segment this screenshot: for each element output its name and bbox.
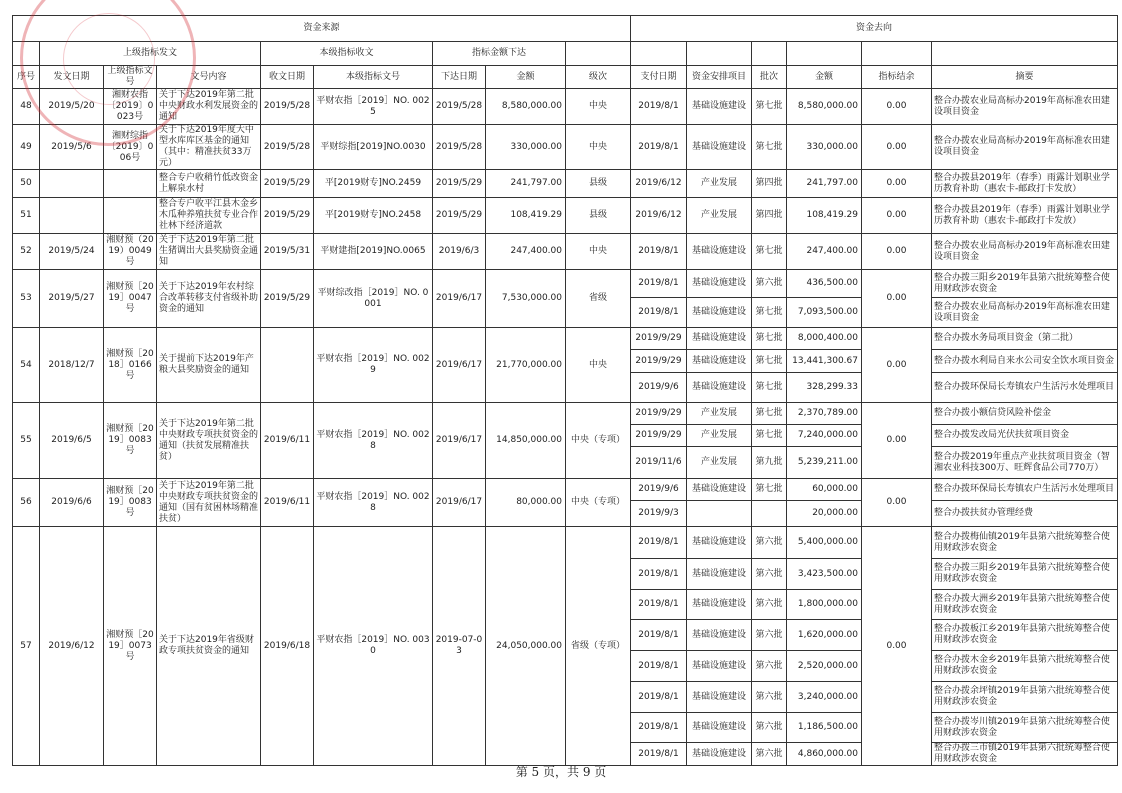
recv-date-cell: 2019/5/29 [261, 198, 314, 234]
batch-cell: 第七批 [752, 328, 787, 350]
local-receipt-header: 本级指标收文 [261, 42, 433, 66]
recv-date-cell: 2019/5/29 [261, 270, 314, 328]
amount-cell: 80,000.00 [486, 479, 566, 527]
seq-cell: 54 [13, 328, 40, 403]
pay-date-cell: 2019/8/1 [631, 620, 687, 651]
batch-cell: 第六批 [752, 713, 787, 743]
superior-doc-no-cell: 湘财预［2018］0166号 [104, 328, 157, 403]
superior-doc-no-cell [104, 198, 157, 234]
seq-cell: 56 [13, 479, 40, 527]
pay-amount-cell: 7,240,000.00 [787, 425, 862, 447]
superior-doc-no-cell: 湘财预［2019］0047号 [104, 270, 157, 328]
level-cell: 省级 [566, 270, 631, 328]
pay-amount-cell: 4,860,000.00 [787, 743, 862, 766]
summary-cell: 整合办拨县2019年（春季）雨露计划职业学历教育补助（惠农卡-邮政打卡发放） [932, 198, 1118, 234]
seq-cell: 49 [13, 125, 40, 170]
local-doc-no-cell: 平财综指[2019]NO.0030 [314, 125, 433, 170]
summary-cell: 整合办拨水利局自来水公司安全饮水项目资金 [932, 350, 1118, 373]
pay-date-cell: 2019/8/1 [631, 234, 687, 270]
project-cell: 基础设施建设 [687, 89, 752, 125]
summary-cell: 整合办拨农业局高标办2019年高标准农田建设项目资金 [932, 125, 1118, 170]
amount-cell: 14,850,000.00 [486, 403, 566, 479]
level-cell: 县级 [566, 170, 631, 198]
balance-cell: 0.00 [862, 170, 932, 198]
pay-amount-cell: 2,520,000.00 [787, 651, 862, 682]
level-cell: 中央（专项） [566, 479, 631, 527]
summary-cell: 整合办拨环保局长寿镇农户生活污水处理项目 [932, 373, 1118, 403]
down-date-cell: 2019/6/17 [433, 270, 486, 328]
project-cell: 产业发展 [687, 198, 752, 234]
issue-date-cell: 2019/5/24 [40, 234, 104, 270]
down-date-cell: 2019/6/17 [433, 479, 486, 527]
summary-cell: 整合办拨三阳乡2019年县第六批统筹整合使用财政涉农资金 [932, 270, 1118, 298]
level-cell: 中央（专项） [566, 403, 631, 479]
issue-date-cell: 2019/6/5 [40, 403, 104, 479]
pay-amount-cell: 3,423,500.00 [787, 559, 862, 590]
table-row [13, 527, 1118, 559]
project-cell: 基础设施建设 [687, 234, 752, 270]
summary-cell: 整合办拨梅仙镇2019年县第六批统筹整合使用财政涉农资金 [932, 527, 1118, 559]
project-cell [687, 501, 752, 527]
seq-cell: 51 [13, 198, 40, 234]
balance-cell: 0.00 [862, 234, 932, 270]
pay-date-cell: 2019/9/6 [631, 479, 687, 501]
batch-cell: 第六批 [752, 559, 787, 590]
project-cell: 基础设施建设 [687, 713, 752, 743]
seq-cell: 57 [13, 527, 40, 766]
pay-amount-cell: 247,400.00 [787, 234, 862, 270]
project-cell: 产业发展 [687, 425, 752, 447]
local-doc-no-cell: 平财农指［2019］NO. 0028 [314, 403, 433, 479]
pay-amount-cell: 436,500.00 [787, 270, 862, 298]
seq-cell: 53 [13, 270, 40, 328]
amount-cell: 24,050,000.00 [486, 527, 566, 766]
batch-cell: 第七批 [752, 234, 787, 270]
local-doc-no-cell: 平财建指[2019]NO.0065 [314, 234, 433, 270]
project-cell: 基础设施建设 [687, 682, 752, 713]
table-row [13, 234, 1118, 270]
down-date-cell: 2019/5/29 [433, 170, 486, 198]
seq-cell: 48 [13, 89, 40, 125]
local-doc-no-cell: 平财综改指［2019］NO. 0001 [314, 270, 433, 328]
summary-cell: 整合办拨县2019年（春季）雨露计划职业学历教育补助（惠农卡-邮政打卡发放） [932, 170, 1118, 198]
pay-date-cell: 2019/8/1 [631, 270, 687, 298]
table-row [13, 270, 1118, 298]
table-row [13, 170, 1118, 198]
superior-doc-no-cell: 湘财农指〔2019〕0023号 [104, 89, 157, 125]
recv-date-cell: 2019/5/29 [261, 170, 314, 198]
pay-date-cell: 2019/8/1 [631, 682, 687, 713]
pay-date-cell: 2019/8/1 [631, 125, 687, 170]
amount-cell: 108,419.29 [486, 198, 566, 234]
issue-date-cell: 2019/6/12 [40, 527, 104, 766]
down-date-cell: 2019/6/17 [433, 403, 486, 479]
summary-cell: 整合办拨大洲乡2019年县第六批统筹整合使用财政涉农资金 [932, 590, 1118, 620]
recv-date-cell: 2019/6/11 [261, 479, 314, 527]
pay-amount-cell: 2,370,789.00 [787, 403, 862, 425]
pay-amount-cell: 328,299.33 [787, 373, 862, 403]
summary-cell: 整合办拨发改局光伏扶贫项目资金 [932, 425, 1118, 447]
summary-cell: 整合办拨余坪镇2019年县第六批统筹整合使用财政涉农资金 [932, 682, 1118, 713]
pay-date-cell: 2019/8/1 [631, 298, 687, 328]
batch-cell: 第七批 [752, 403, 787, 425]
superior-doc-no-cell: 湘财预（2019）0049号 [104, 234, 157, 270]
superior-doc-no-cell [104, 170, 157, 198]
col-superior-doc-no: 上级指标文号 [104, 66, 157, 89]
batch-cell: 第七批 [752, 89, 787, 125]
project-cell: 基础设施建设 [687, 651, 752, 682]
level-cell: 中央 [566, 328, 631, 403]
level-cell: 中央 [566, 234, 631, 270]
seq-cell: 50 [13, 170, 40, 198]
pay-amount-cell: 1,186,500.00 [787, 713, 862, 743]
amount-cell: 7,530,000.00 [486, 270, 566, 328]
table-row [13, 89, 1118, 125]
amount-cell: 330,000.00 [486, 125, 566, 170]
project-cell: 基础设施建设 [687, 559, 752, 590]
header-row-1 [13, 16, 1118, 42]
amount-cell: 241,797.00 [486, 170, 566, 198]
column-header-row [13, 66, 1118, 89]
level-cell: 县级 [566, 198, 631, 234]
batch-cell: 第七批 [752, 350, 787, 373]
project-cell: 产业发展 [687, 447, 752, 479]
down-date-cell: 2019/6/3 [433, 234, 486, 270]
batch-cell: 第六批 [752, 270, 787, 298]
recv-date-cell: 2019/6/11 [261, 403, 314, 479]
down-date-cell: 2019/5/28 [433, 89, 486, 125]
batch-cell [752, 501, 787, 527]
level-cell: 中央 [566, 125, 631, 170]
project-cell: 基础设施建设 [687, 270, 752, 298]
table-row [13, 479, 1118, 501]
summary-cell: 整合办拨三阳乡2019年县第六批统筹整合使用财政涉农资金 [932, 559, 1118, 590]
doc-content-cell: 关于下达2019年第二批中央财政专项扶贫资金的通知（扶贫发展精准扶贫） [157, 403, 261, 479]
doc-content-cell: 整合专户收平江县木金乡木瓜种养殖扶贫专业合作社林下经济道款 [157, 198, 261, 234]
summary-cell: 整合办拨农业局高标办2019年高标准农田建设项目资金 [932, 298, 1118, 328]
balance-cell: 0.00 [862, 89, 932, 125]
down-date-cell: 2019/6/17 [433, 328, 486, 403]
pay-date-cell: 2019/8/1 [631, 559, 687, 590]
level-cell: 中央 [566, 89, 631, 125]
pay-date-cell: 2019/6/12 [631, 198, 687, 234]
balance-cell: 0.00 [862, 479, 932, 527]
col-issue-date: 发文日期 [40, 66, 104, 89]
batch-cell: 第六批 [752, 651, 787, 682]
balance-cell: 0.00 [862, 403, 932, 479]
recv-date-cell: 2019/6/18 [261, 527, 314, 766]
summary-cell: 整合办拨木金乡2019年县第六批统筹整合使用财政涉农资金 [932, 651, 1118, 682]
pay-date-cell: 2019/9/29 [631, 403, 687, 425]
col-batch: 批次 [752, 66, 787, 89]
superior-doc-no-cell: 湘财预［2019］0083号 [104, 479, 157, 527]
funding-source-header: 资金来源 [13, 16, 631, 42]
batch-cell: 第四批 [752, 198, 787, 234]
summary-cell: 整合办拨水务局项目资金（第二批） [932, 328, 1118, 350]
pay-amount-cell: 1,620,000.00 [787, 620, 862, 651]
amount-cell: 247,400.00 [486, 234, 566, 270]
pay-amount-cell: 330,000.00 [787, 125, 862, 170]
summary-cell: 整合办拨农业局高标办2019年高标准农田建设项目资金 [932, 89, 1118, 125]
project-cell: 基础设施建设 [687, 373, 752, 403]
doc-content-cell: 关于下达2019年度大中型水库库区基金的通知（其中：精准扶贫33万元） [157, 125, 261, 170]
pay-date-cell: 2019/8/1 [631, 651, 687, 682]
project-cell: 基础设施建设 [687, 125, 752, 170]
col-summary: 摘要 [932, 66, 1118, 89]
col-balance: 指标结余 [862, 66, 932, 89]
balance-cell: 0.00 [862, 328, 932, 403]
pay-amount-cell: 7,093,500.00 [787, 298, 862, 328]
pay-amount-cell: 3,240,000.00 [787, 682, 862, 713]
project-cell: 基础设施建设 [687, 527, 752, 559]
table-row [13, 403, 1118, 425]
superior-issue-header: 上级指标发文 [40, 42, 261, 66]
col-local-doc-no: 本级指标文号 [314, 66, 433, 89]
doc-content-cell: 关于下达2019年第二批中央财政专项扶贫资金的通知（国有贫困林场精准扶贫） [157, 479, 261, 527]
project-cell: 产业发展 [687, 403, 752, 425]
pay-date-cell: 2019/9/6 [631, 373, 687, 403]
pay-amount-cell: 13,441,300.67 [787, 350, 862, 373]
summary-cell: 整合办拨小额信贷风险补偿金 [932, 403, 1118, 425]
pay-date-cell: 2019/9/29 [631, 328, 687, 350]
down-date-cell: 2019-07-03 [433, 527, 486, 766]
pay-date-cell: 2019/9/29 [631, 425, 687, 447]
table-row [13, 198, 1118, 234]
col-down-date: 下达日期 [433, 66, 486, 89]
local-doc-no-cell: 平财农指［2019］NO. 0025 [314, 89, 433, 125]
pay-amount-cell: 5,400,000.00 [787, 527, 862, 559]
pay-amount-cell: 60,000.00 [787, 479, 862, 501]
recv-date-cell: 2019/5/28 [261, 125, 314, 170]
amount-cell: 21,770,000.00 [486, 328, 566, 403]
local-doc-no-cell: 平财农指［2019］NO. 0028 [314, 479, 433, 527]
col-project: 资金安排项目 [687, 66, 752, 89]
project-cell: 基础设施建设 [687, 743, 752, 766]
issue-date-cell: 2019/5/6 [40, 125, 104, 170]
down-date-cell: 2019/5/29 [433, 198, 486, 234]
batch-cell: 第六批 [752, 590, 787, 620]
project-cell: 基础设施建设 [687, 620, 752, 651]
doc-content-cell: 关于下达2019年第二批中央财政水利发展资金的通知 [157, 89, 261, 125]
local-doc-no-cell: 平[2019财专]NO.2458 [314, 198, 433, 234]
seq-cell: 55 [13, 403, 40, 479]
doc-content-cell: 关于下达2019年第二批生猪调出大县奖励资金通知 [157, 234, 261, 270]
project-cell: 基础设施建设 [687, 590, 752, 620]
col-doc-content: 文号内容 [157, 66, 261, 89]
issue-date-cell: 2019/5/27 [40, 270, 104, 328]
recv-date-cell: 2019/5/31 [261, 234, 314, 270]
col-level: 级次 [566, 66, 631, 89]
summary-cell: 整合办拨环保局长寿镇农户生活污水处理项目 [932, 479, 1118, 501]
pay-date-cell: 2019/8/1 [631, 713, 687, 743]
col-seq: 序号 [13, 66, 40, 89]
superior-doc-no-cell: 湘财预［2019］0073号 [104, 527, 157, 766]
summary-cell: 整合办拨扶贫办管理经费 [932, 501, 1118, 527]
summary-cell: 整合办拨岑川镇2019年县第六批统筹整合使用财政涉农资金 [932, 713, 1118, 743]
doc-content-cell: 关于下达2019年省级财政专项扶贫资金的通知 [157, 527, 261, 766]
balance-cell: 0.00 [862, 125, 932, 170]
pay-date-cell: 2019/8/1 [631, 590, 687, 620]
pay-date-cell: 2019/8/1 [631, 527, 687, 559]
batch-cell: 第六批 [752, 743, 787, 766]
pay-date-cell: 2019/6/12 [631, 170, 687, 198]
pay-date-cell: 2019/9/29 [631, 350, 687, 373]
table-row [13, 125, 1118, 170]
summary-cell: 整合办拨农业局高标办2019年高标准农田建设项目资金 [932, 234, 1118, 270]
pay-date-cell: 2019/11/6 [631, 447, 687, 479]
doc-content-cell: 整合专户收稍竹低改资金上解泉水村 [157, 170, 261, 198]
col-recv-date: 收文日期 [261, 66, 314, 89]
col-amount: 金额 [486, 66, 566, 89]
batch-cell: 第七批 [752, 373, 787, 403]
doc-content-cell: 关于下达2019年农村综合改革转移支付省级补助资金的通知 [157, 270, 261, 328]
superior-doc-no-cell: 湘财综指〔2019〕006号 [104, 125, 157, 170]
seq-cell: 52 [13, 234, 40, 270]
recv-date-cell [261, 328, 314, 403]
batch-cell: 第七批 [752, 125, 787, 170]
pay-amount-cell: 1,800,000.00 [787, 590, 862, 620]
pay-amount-cell: 8,000,400.00 [787, 328, 862, 350]
balance-cell: 0.00 [862, 270, 932, 328]
col-pay-date: 支付日期 [631, 66, 687, 89]
funds-table [12, 15, 1118, 766]
recv-date-cell: 2019/5/28 [261, 89, 314, 125]
local-doc-no-cell: 平财农指［2019］NO. 0030 [314, 527, 433, 766]
project-cell: 基础设施建设 [687, 350, 752, 373]
batch-cell: 第六批 [752, 620, 787, 651]
issue-date-cell: 2019/5/20 [40, 89, 104, 125]
batch-cell: 第四批 [752, 170, 787, 198]
level-cell: 省级（专项） [566, 527, 631, 766]
project-cell: 产业发展 [687, 170, 752, 198]
batch-cell: 第六批 [752, 682, 787, 713]
local-doc-no-cell: 平财农指［2019］NO. 0029 [314, 328, 433, 403]
header-row-2 [13, 42, 1118, 66]
batch-cell: 第六批 [752, 527, 787, 559]
batch-cell: 第七批 [752, 425, 787, 447]
project-cell: 基础设施建设 [687, 328, 752, 350]
batch-cell: 第七批 [752, 298, 787, 328]
summary-cell: 整合办拨三市镇2019年县第六批统筹整合使用财政涉农资金 [932, 743, 1118, 766]
summary-cell: 整合办拨2019年重点产业扶贫项目资金（智湘农业科技300万、旺辉食品公司770万） [932, 447, 1118, 479]
doc-content-cell: 关于提前下达2019年产粮大县奖励资金的通知 [157, 328, 261, 403]
down-date-cell: 2019/5/28 [433, 125, 486, 170]
page-footer: 第 5 页，共 9 页 [515, 765, 607, 779]
issue-date-cell [40, 198, 104, 234]
pay-date-cell: 2019/9/3 [631, 501, 687, 527]
pay-amount-cell: 108,419.29 [787, 198, 862, 234]
balance-cell: 0.00 [862, 527, 932, 766]
pay-amount-cell: 8,580,000.00 [787, 89, 862, 125]
pay-date-cell: 2019/8/1 [631, 89, 687, 125]
project-cell: 基础设施建设 [687, 298, 752, 328]
batch-cell: 第九批 [752, 447, 787, 479]
summary-cell: 整合办拨板江乡2019年县第六批统筹整合使用财政涉农资金 [932, 620, 1118, 651]
pay-amount-cell: 241,797.00 [787, 170, 862, 198]
col-pay-amount: 金额 [787, 66, 862, 89]
pay-amount-cell: 5,239,211.00 [787, 447, 862, 479]
issue-date-cell: 2018/12/7 [40, 328, 104, 403]
project-cell: 基础设施建设 [687, 479, 752, 501]
local-doc-no-cell: 平[2019财专]NO.2459 [314, 170, 433, 198]
issue-date-cell: 2019/6/6 [40, 479, 104, 527]
issue-date-cell [40, 170, 104, 198]
batch-cell: 第七批 [752, 479, 787, 501]
indicator-issue-header: 指标金额下达 [433, 42, 566, 66]
pay-amount-cell: 20,000.00 [787, 501, 862, 527]
amount-cell: 8,580,000.00 [486, 89, 566, 125]
pay-date-cell: 2019/8/1 [631, 743, 687, 766]
table-row [13, 328, 1118, 350]
funding-destination-header: 资金去向 [631, 16, 1118, 42]
balance-cell: 0.00 [862, 198, 932, 234]
superior-doc-no-cell: 湘财预［2019］0083号 [104, 403, 157, 479]
